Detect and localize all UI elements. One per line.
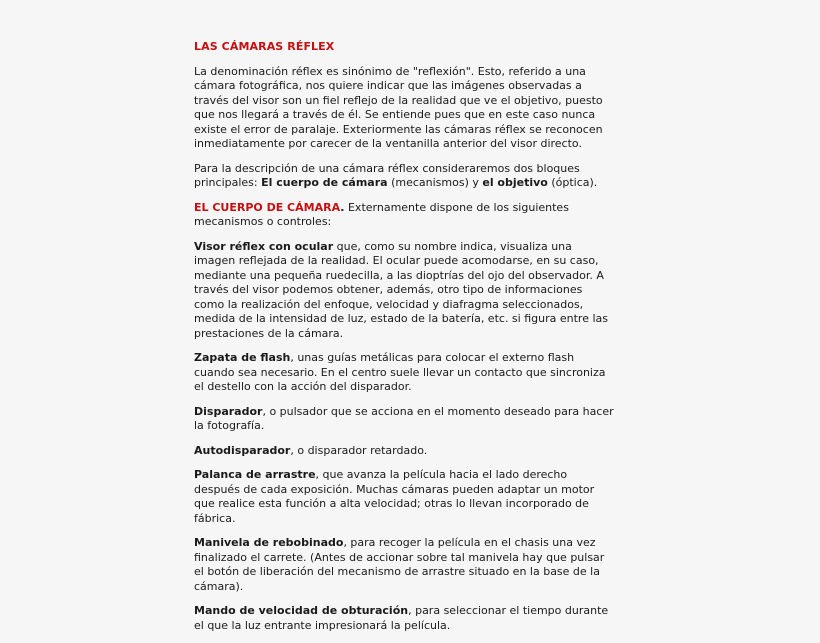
blocks-suffix: (óptica). bbox=[547, 176, 598, 189]
item-paragraph bbox=[194, 405, 614, 434]
body-term: El cuerpo de cámara bbox=[261, 176, 388, 189]
body-section-period: . bbox=[340, 200, 345, 214]
body-section-paragraph bbox=[194, 201, 614, 230]
item-term: Zapata de flash bbox=[194, 351, 291, 364]
lens-term: el objetivo bbox=[482, 176, 548, 189]
document-title: LAS CÁMARAS RÉFLEX bbox=[194, 40, 335, 53]
body-section-heading: EL CUERPO DE CÁMARA bbox=[194, 200, 341, 214]
body-section-text: Externamente dispone de los siguientes mecanismos o controles: bbox=[194, 200, 569, 228]
item-description: , o pulsador que se acciona en el momento deseado para hacer la fotografía. bbox=[194, 404, 614, 432]
intro-paragraph: La denominación réflex es sinónimo de "reflexión". Esto, referido a una cámara fotográfica, nos quiere indicar que las imágenes observadas a través del visor son un fiel reflejo de la realidad que ve el objetivo, puesto que nos llegará a través de él. Se entiende pues que en este caso nunca existe el error de paralaje. Exteriormente las cámaras réflex se reconocen inmediatamente por carecer de la ventanilla anterior del visor directo. bbox=[194, 64, 603, 150]
item-term: Autodisparador bbox=[194, 443, 291, 457]
blocks-middle: (mecanismos) y bbox=[387, 176, 483, 189]
item-term: Palanca de arrastre bbox=[194, 468, 316, 481]
item-paragraph bbox=[194, 536, 614, 594]
item-term: Manivela de rebobinado bbox=[194, 536, 344, 549]
item-description: , unas guías metálicas para colocar el externo flash cuando sea necesario. En el centro suele llevar un contacto que sincroniza el destello con la acción del disparador. bbox=[194, 351, 606, 393]
blocks-paragraph bbox=[194, 162, 614, 191]
item-description: , para seleccionar el tiempo durante el que la luz entrante impresionará la película. bbox=[194, 604, 609, 632]
item-description: que, como su nombre indica, visualiza una imagen reflejada de la realidad. El ocular puede acomodarse, en su caso, mediante una pequeña ruedecilla, a las dioptrías del ojo del observador. A través del visor podemos obtener, además, otro tipo de informaciones como la realización del enfoque, velocidad y diafragma seleccionados, medida de la intensidad de luz, estado de la batería, etc. si figura entre las prestaciones de la cámara. bbox=[194, 239, 608, 340]
blocks-prefix: Para la descripción de una cámara réflex consideraremos dos bloques principales: bbox=[194, 161, 580, 189]
item-term: Mando de velocidad de obturación bbox=[194, 604, 409, 617]
item-term: Disparador bbox=[194, 404, 263, 418]
item-paragraph bbox=[194, 604, 614, 633]
item-description: , o disparador retardado. bbox=[290, 443, 428, 457]
item-paragraph bbox=[194, 468, 614, 526]
item-term: Visor réflex con ocular bbox=[194, 239, 334, 253]
item-paragraph bbox=[194, 351, 614, 395]
item-paragraph bbox=[194, 444, 614, 459]
item-paragraph bbox=[194, 240, 614, 342]
document-content bbox=[194, 40, 614, 643]
item-description: , para recoger la película en el chasis una vez finalizado el carrete. (Antes de accionar sobre tal manivela hay que pulsar el botón de liberación del mecanismo de arrastre situado en la base de la cámara). bbox=[194, 536, 605, 593]
item-description: , que avanza la película hacia el lado derecho después de cada exposición. Muchas cámaras pueden adaptar un motor que realice esta función a alta velocidad; otras lo llevan incorporado de fábrica. bbox=[194, 468, 595, 525]
